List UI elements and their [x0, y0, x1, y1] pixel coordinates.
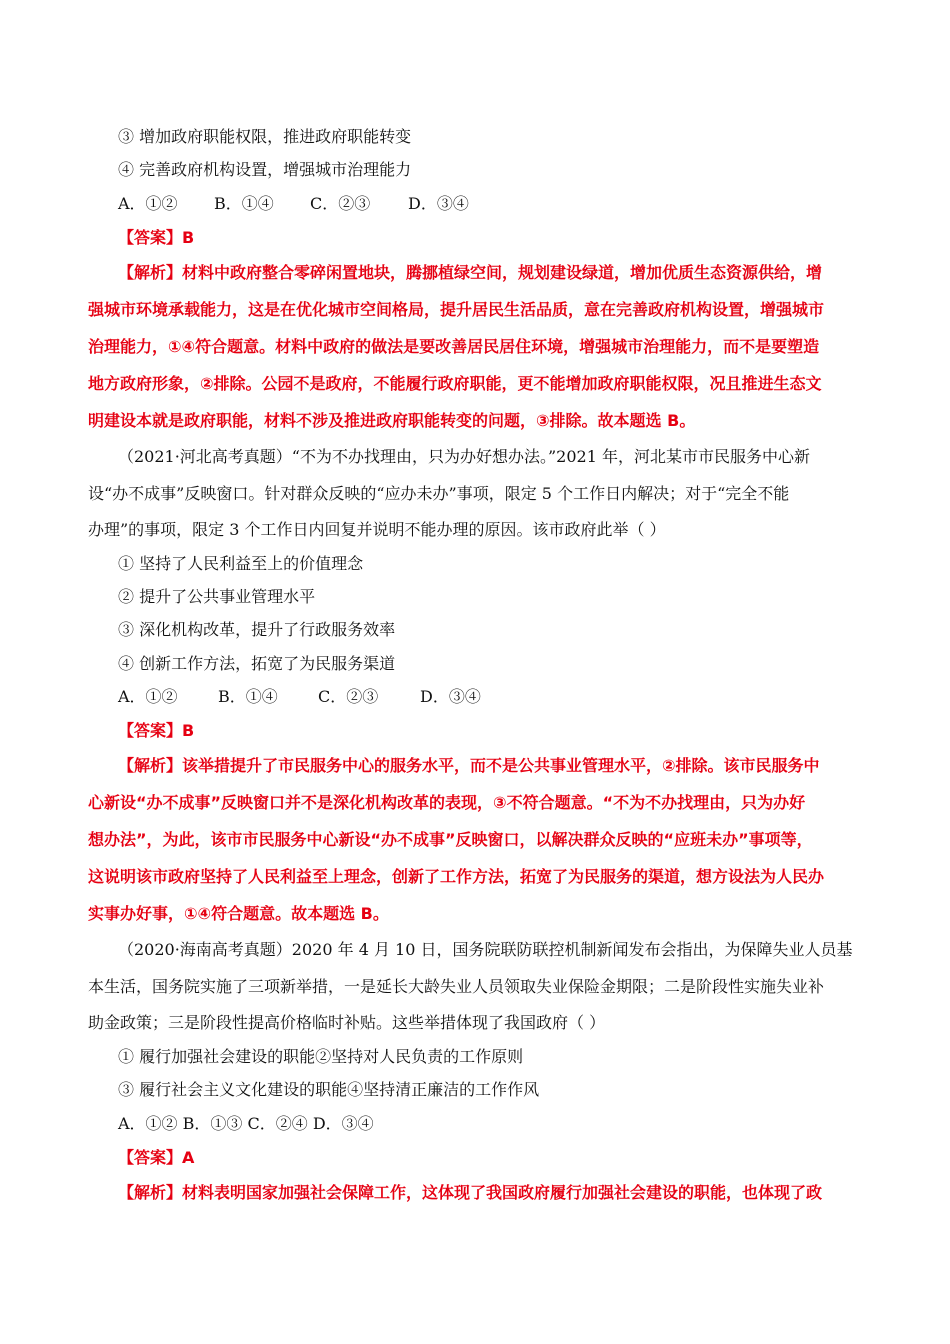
q2-analysis-line-1: 【解析】该举措提升了市民服务中心的服务水平，而不是公共事业管理水平，②排除。该市民服务中: [118, 756, 820, 775]
q3-option-line-1: ① 履行加强社会建设的职能②坚持对人民负责的工作原则: [118, 1047, 524, 1066]
q1-analysis-line-3: 治理能力，①④符合题意。材料中政府的做法是要改善居民居住环境，增强城市治理能力，而不是要塑造: [88, 337, 820, 356]
q3-stem-line-1: （2020·海南高考真题）2020 年 4 月 10 日，国务院联防联控机制新闻发布会指出，为保障失业人员基: [118, 940, 853, 959]
q2-answer: 【答案】B: [118, 721, 195, 740]
q3-answer: 【答案】A: [118, 1148, 195, 1167]
q2-choices: [118, 686, 481, 708]
q1-option-4: ④ 完善政府机构设置，增强城市治理能力: [118, 160, 412, 179]
q2-analysis-line-2: 心新设“办不成事”反映窗口并不是深化机构改革的表现，③不符合题意。“不为不办找理由，只为办好: [88, 793, 806, 812]
q2-analysis-line-4: 这说明该市政府坚持了人民利益至上理念，创新了工作方法，拓宽了为民服务的渠道，想方设法为人民办: [88, 867, 825, 886]
q2-choice-b: B．①④: [218, 687, 278, 706]
q1-option-3: ③ 增加政府职能权限，推进政府职能转变: [118, 127, 412, 146]
q1-analysis-line-2: 强城市环境承载能力，这是在优化城市空间格局，提升居民生活品质，意在完善政府机构设置，增强城市: [88, 300, 825, 319]
q1-choice-a: A．①②: [118, 194, 178, 213]
q3-stem-line-2: 本生活，国务院实施了三项新举措，一是延长大龄失业人员领取失业保险金期限；二是阶段性实施失业补: [88, 977, 825, 996]
q2-stem-line-2: 设“办不成事”反映窗口。针对群众反映的“应办未办”事项，限定 5 个工作日内解决；对于“完全不能: [88, 484, 790, 503]
q2-stem-line-1: （2021·河北高考真题）“不为不办找理由，只为办好想办法。”2021 年，河北某市市民服务中心新: [118, 447, 810, 466]
q2-option-2: ② 提升了公共事业管理水平: [118, 587, 316, 606]
q3-analysis-line-1: 【解析】材料表明国家加强社会保障工作，这体现了我国政府履行加强社会建设的职能，也体现了政: [118, 1183, 823, 1202]
q3-option-line-2: ③ 履行社会主义文化建设的职能④坚持清正廉洁的工作作风: [118, 1080, 540, 1099]
q1-choices: [118, 193, 469, 215]
q2-analysis-line-3: 想办法”，为此，该市市民服务中心新设“办不成事”反映窗口，以解决群众反映的“应班未办”事项等，: [88, 830, 813, 849]
q2-choice-d: D．③④: [420, 687, 481, 706]
q2-analysis-line-5: 实事办好事，①④符合题意。故本题选 B。: [88, 904, 389, 923]
q1-analysis-line-1: 【解析】材料中政府整合零碎闲置地块，腾挪植绿空间，规划建设绿道，增加优质生态资源供给，增: [118, 263, 823, 282]
q1-analysis-line-5: 明建设本就是政府职能，材料不涉及推进政府职能转变的问题，③排除。故本题选 B。: [88, 411, 696, 430]
q1-choice-b: B．①④: [214, 194, 274, 213]
q2-option-1: ① 坚持了人民利益至上的价值理念: [118, 554, 364, 573]
q2-option-3: ③ 深化机构改革，提升了行政服务效率: [118, 620, 396, 639]
q1-answer: 【答案】B: [118, 228, 195, 247]
q2-option-4: ④ 创新工作方法，拓宽了为民服务渠道: [118, 654, 396, 673]
q2-choice-a: A．①②: [118, 687, 178, 706]
q3-choices: A．①② B．①③ C．②④ D．③④: [118, 1114, 374, 1133]
q1-choice-d: D．③④: [408, 194, 469, 213]
q1-analysis-line-4: 地方政府形象，②排除。公园不是政府，不能履行政府职能，更不能增加政府职能权限，况且推进生态文: [88, 374, 822, 393]
q3-stem-line-3: 助金政策；三是阶段性提高价格临时补贴。这些举措体现了我国政府（ ）: [88, 1013, 606, 1032]
q2-stem-line-3: 办理”的事项，限定 3 个工作日内回复并说明不能办理的原因。该市政府此举（ ）: [88, 520, 666, 539]
q2-choice-c: C．②③: [318, 687, 379, 706]
q1-choice-c: C．②③: [310, 194, 371, 213]
